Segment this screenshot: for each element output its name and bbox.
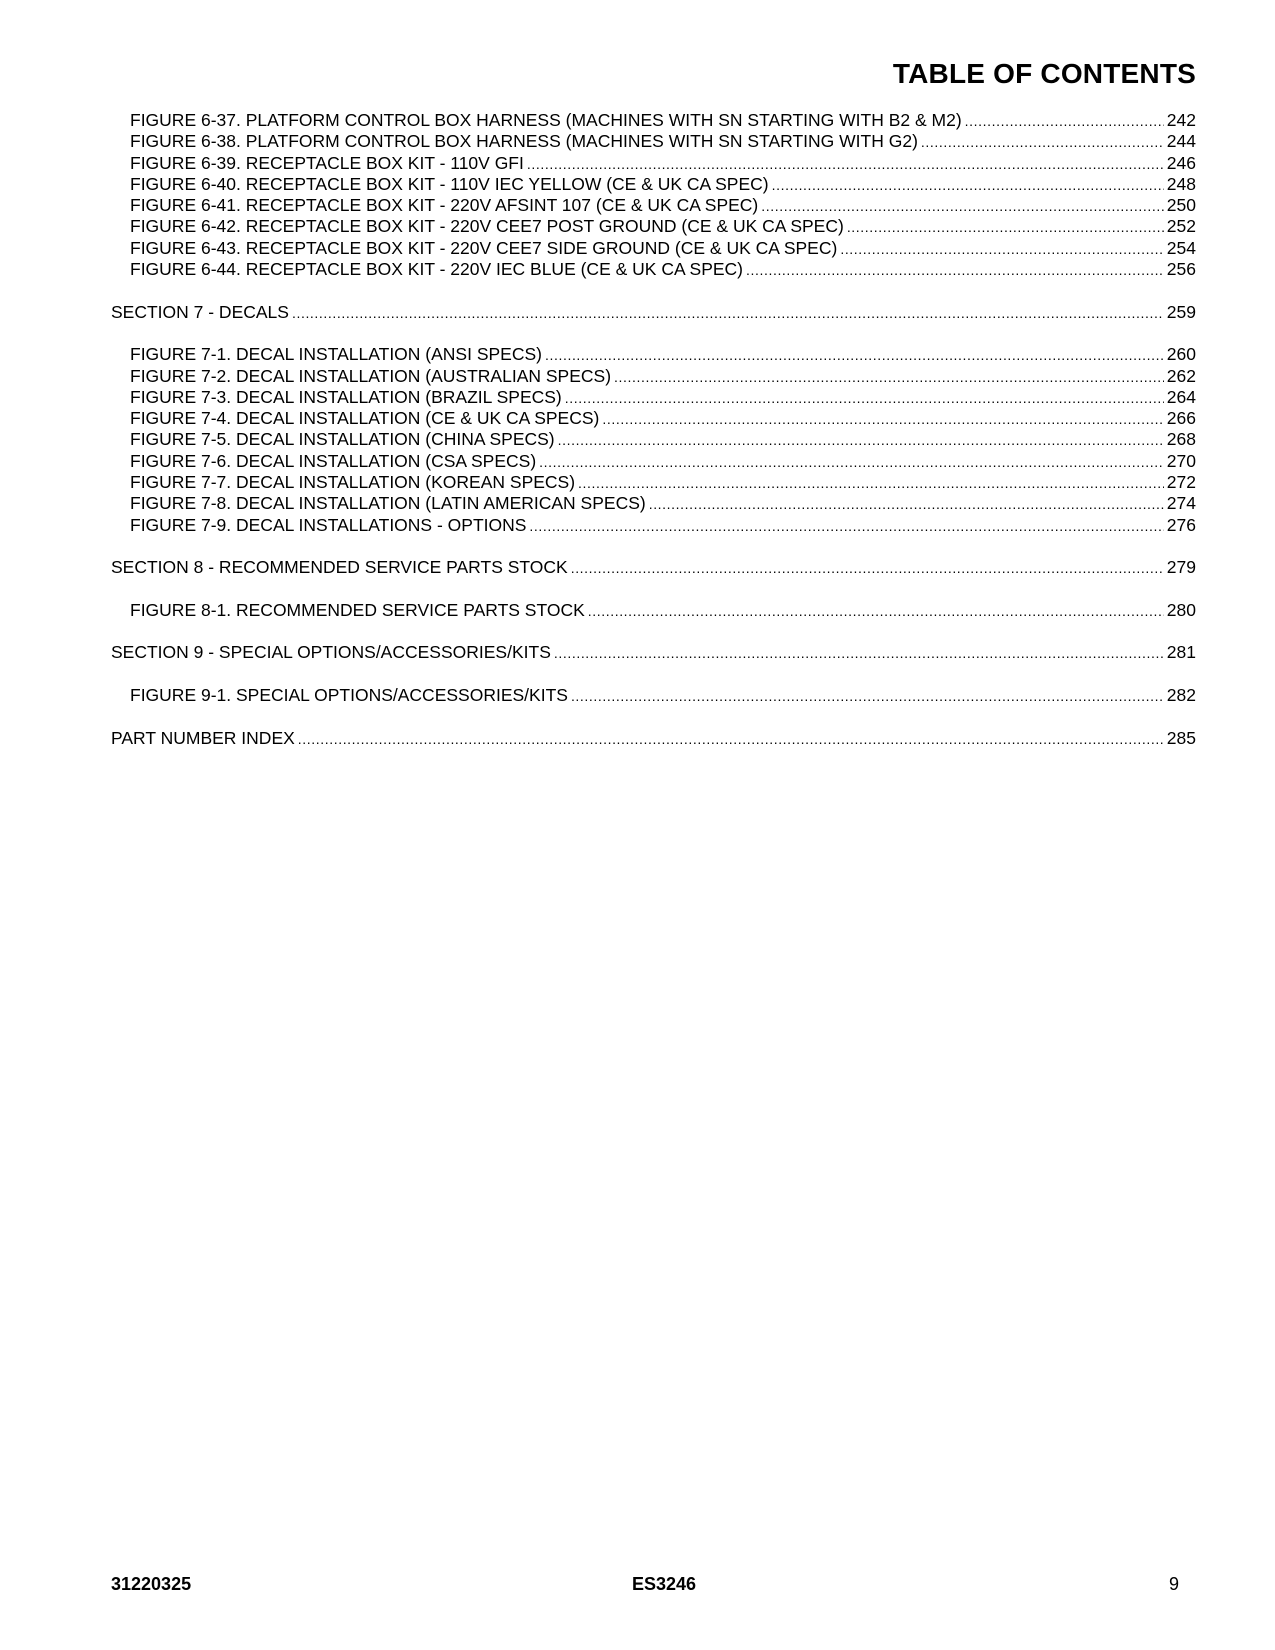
dot-leader <box>545 345 1164 366</box>
toc-entry-page: 266 <box>1166 408 1196 429</box>
toc-entry-label: PART NUMBER INDEX <box>111 727 295 748</box>
toc-entry-label: FIGURE 6-41. RECEPTACLE BOX KIT - 220V AFSINT 107 (CE & UK CA SPEC) <box>130 195 759 216</box>
toc-entry[interactable] <box>111 515 1196 536</box>
toc-entry-label: FIGURE 7-8. DECAL INSTALLATION (LATIN AMERICAN SPECS) <box>130 493 646 514</box>
dot-leader <box>527 154 1164 175</box>
toc-entry[interactable] <box>111 685 1196 706</box>
toc-entry-page: 268 <box>1166 429 1196 450</box>
dot-leader <box>847 217 1164 238</box>
footer-model: ES3246 <box>632 1574 697 1594</box>
toc-entry-page: 279 <box>1166 557 1196 578</box>
toc-section-entry[interactable] <box>111 302 1196 323</box>
toc-entry-label: FIGURE 6-38. PLATFORM CONTROL BOX HARNESS (MACHINES WITH SN STARTING WITH G2) <box>130 131 918 152</box>
toc-entry[interactable] <box>111 216 1196 237</box>
toc-entry-page: 280 <box>1166 599 1196 620</box>
toc-entry-page: 260 <box>1166 344 1196 365</box>
toc-entry-page: 276 <box>1166 514 1196 535</box>
toc-entry-label: FIGURE 7-6. DECAL INSTALLATION (CSA SPECS) <box>130 450 537 471</box>
toc-entry-label: FIGURE 6-42. RECEPTACLE BOX KIT - 220V CEE7 POST GROUND (CE & UK CA SPEC) <box>130 216 844 237</box>
toc-entry-page: 254 <box>1166 237 1196 258</box>
toc-entry[interactable] <box>111 153 1196 174</box>
toc-entry-page: 264 <box>1166 386 1196 407</box>
toc-entry-page: 282 <box>1166 685 1196 706</box>
toc-entry-label: FIGURE 7-1. DECAL INSTALLATION (ANSI SPECS) <box>130 344 542 365</box>
toc-entry-page: 281 <box>1166 642 1196 663</box>
dot-leader <box>840 239 1163 260</box>
toc-entry-label: FIGURE 7-7. DECAL INSTALLATION (KOREAN SPECS) <box>130 472 576 493</box>
footer-page-number: 9 <box>1168 1574 1179 1594</box>
toc-entry[interactable] <box>111 366 1196 387</box>
toc-entry-page: 246 <box>1166 152 1196 173</box>
toc-entry[interactable] <box>111 195 1196 216</box>
toc-entry[interactable] <box>111 238 1196 259</box>
toc-entry[interactable] <box>111 451 1196 472</box>
toc-entry-label: FIGURE 7-3. DECAL INSTALLATION (BRAZIL SPECS) <box>130 386 562 407</box>
toc-entry[interactable] <box>111 259 1196 280</box>
page-title: TABLE OF CONTENTS <box>892 58 1196 89</box>
toc-entry-page: 262 <box>1166 365 1196 386</box>
toc-entry[interactable] <box>111 493 1196 514</box>
toc-entry[interactable] <box>111 110 1196 131</box>
dot-leader <box>772 175 1164 196</box>
toc-entry-label: FIGURE 6-43. RECEPTACLE BOX KIT - 220V CEE7 SIDE GROUND (CE & UK CA SPEC) <box>130 237 838 258</box>
toc-entry[interactable] <box>111 472 1196 493</box>
toc-section-entry[interactable] <box>111 642 1196 663</box>
dot-leader <box>921 132 1164 153</box>
toc-entry-label: SECTION 7 - DECALS <box>111 301 289 322</box>
toc-entry-label: SECTION 9 - SPECIAL OPTIONS/ACCESSORIES/KITS <box>111 642 551 663</box>
toc-entry-page: 252 <box>1166 216 1196 237</box>
toc-entry[interactable] <box>111 131 1196 152</box>
toc-entry-page: 274 <box>1166 493 1196 514</box>
dot-leader <box>965 111 1164 132</box>
toc-entry[interactable] <box>111 600 1196 621</box>
dot-leader <box>761 196 1164 217</box>
dot-leader <box>539 452 1164 473</box>
toc-entry-page: 272 <box>1166 472 1196 493</box>
toc-entry[interactable] <box>111 387 1196 408</box>
dot-leader <box>746 260 1164 281</box>
dot-leader <box>602 409 1163 430</box>
toc-entry-label: SECTION 8 - RECOMMENDED SERVICE PARTS STOCK <box>111 557 568 578</box>
toc-entry[interactable] <box>111 408 1196 429</box>
toc-entry-page: 259 <box>1166 301 1196 322</box>
dot-leader <box>571 558 1164 579</box>
dot-leader <box>571 686 1164 707</box>
toc-entry[interactable] <box>111 429 1196 450</box>
dot-leader <box>649 494 1164 515</box>
dot-leader <box>554 643 1164 664</box>
toc-entry-page: 250 <box>1166 195 1196 216</box>
dot-leader <box>578 473 1164 494</box>
toc-entry-page: 242 <box>1166 110 1196 130</box>
toc-entry[interactable] <box>111 174 1196 195</box>
dot-leader <box>614 367 1164 388</box>
toc-entry-label: FIGURE 6-44. RECEPTACLE BOX KIT - 220V IEC BLUE (CE & UK CA SPEC) <box>130 259 744 280</box>
toc-entry-label: FIGURE 6-39. RECEPTACLE BOX KIT - 110V GFI <box>130 152 524 173</box>
toc-entry-label: FIGURE 7-2. DECAL INSTALLATION (AUSTRALIAN SPECS) <box>130 365 612 386</box>
dot-leader <box>292 303 1164 324</box>
toc-entry-page: 244 <box>1166 131 1196 152</box>
toc-entry-label: FIGURE 7-5. DECAL INSTALLATION (CHINA SPECS) <box>130 429 555 450</box>
toc-entry-page: 285 <box>1166 727 1196 748</box>
toc-entry-page: 256 <box>1166 259 1196 280</box>
toc-entry-label: FIGURE 9-1. SPECIAL OPTIONS/ACCESSORIES/KITS <box>130 685 568 706</box>
dot-leader <box>565 388 1164 409</box>
dot-leader <box>529 516 1163 537</box>
toc-entry-page: 270 <box>1166 450 1196 471</box>
toc-entry-label: FIGURE 7-4. DECAL INSTALLATION (CE & UK CA SPECS) <box>130 408 600 429</box>
toc-entry[interactable] <box>111 344 1196 365</box>
dot-leader <box>588 601 1164 622</box>
toc-entry-label: FIGURE 7-9. DECAL INSTALLATIONS - OPTIONS <box>130 514 527 535</box>
dot-leader <box>298 729 1164 750</box>
toc-entry-label: FIGURE 6-37. PLATFORM CONTROL BOX HARNESS (MACHINES WITH SN STARTING WITH B2 & M2) <box>130 110 962 130</box>
table-of-contents <box>111 110 1196 749</box>
toc-section-entry[interactable] <box>111 728 1196 749</box>
toc-section-entry[interactable] <box>111 557 1196 578</box>
toc-entry-label: FIGURE 8-1. RECOMMENDED SERVICE PARTS STOCK <box>130 599 585 620</box>
toc-entry-label: FIGURE 6-40. RECEPTACLE BOX KIT - 110V IEC YELLOW (CE & UK CA SPEC) <box>130 173 769 194</box>
dot-leader <box>558 430 1164 451</box>
footer-doc-number: 31220325 <box>111 1574 192 1594</box>
toc-entry-page: 248 <box>1166 173 1196 194</box>
